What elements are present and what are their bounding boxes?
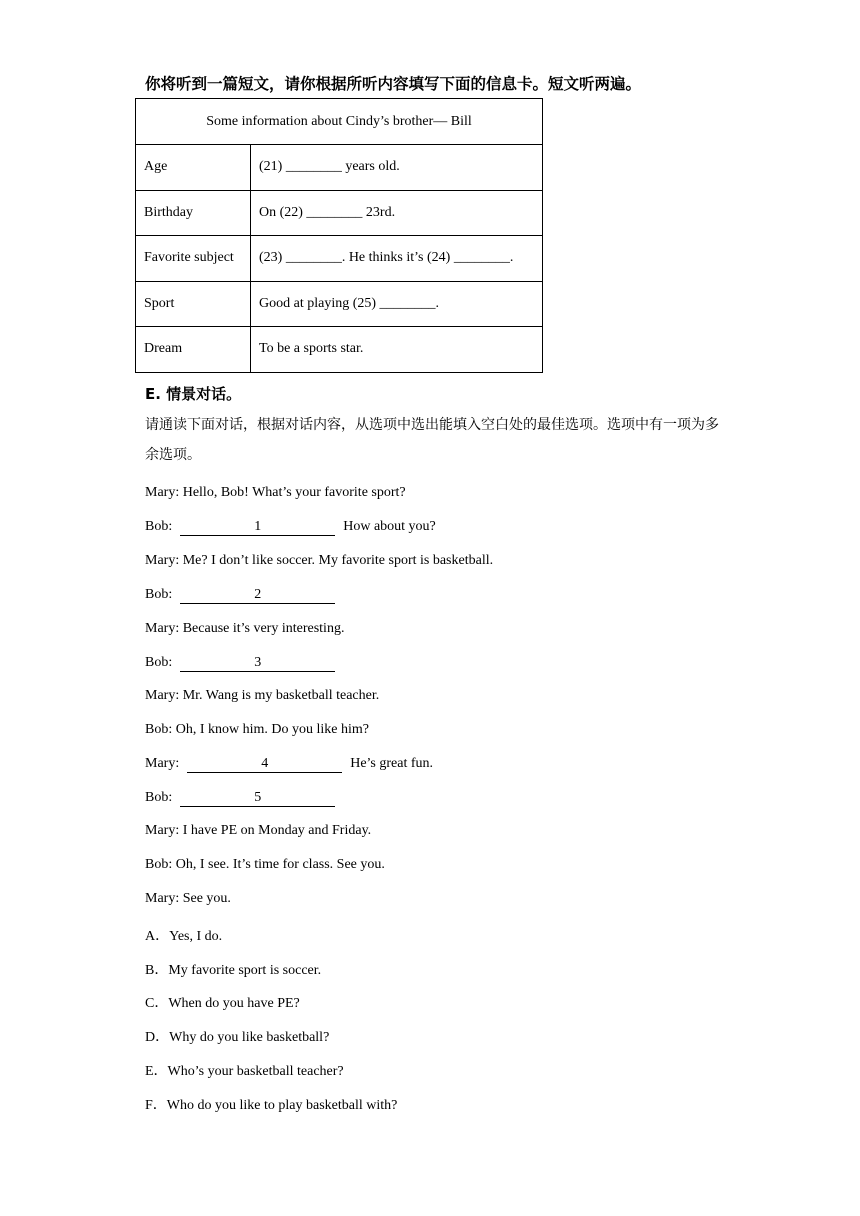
dialogue-tail: He’s great fun. <box>350 756 434 771</box>
speaker: Bob: <box>145 519 173 534</box>
dialogue-line-blank <box>145 790 335 807</box>
info-card-title: Some information about Cindy’s brother— Bill <box>136 99 543 145</box>
info-card-row <box>136 145 543 191</box>
speaker: Bob: <box>145 655 173 670</box>
option-e: E．Who’s your basketball teacher? <box>145 1064 344 1079</box>
dialogue-line: Mary: Hello, Bob! What’s your favorite sport? <box>145 485 406 500</box>
option-b: B．My favorite sport is soccer. <box>145 963 322 978</box>
row-label-age: Age <box>136 145 251 191</box>
row-value-dream: To be a sports star. <box>251 327 543 373</box>
info-card-row <box>136 190 543 236</box>
dialogue-line: Mary: Me? I don’t like soccer. My favorite sport is basketball. <box>145 553 494 568</box>
speaker: Mary: <box>145 756 180 771</box>
row-value-sport: Good at playing (25) ________. <box>251 281 543 327</box>
dialogue-line-blank <box>145 655 335 672</box>
dialogue-line: Mary: Because it’s very interesting. <box>145 621 345 636</box>
answer-blank[interactable]: 4 <box>187 756 342 773</box>
row-value-birthday: On (22) ________ 23rd. <box>251 190 543 236</box>
option-c: C．When do you have PE? <box>145 996 300 1011</box>
dialogue-tail: How about you? <box>343 519 436 534</box>
dialogue-line-blank <box>145 756 433 773</box>
row-label-sport: Sport <box>136 281 251 327</box>
row-label-favorite-subject: Favorite subject <box>136 236 251 282</box>
dialogue-line: Bob: Oh, I see. It’s time for class. See you. <box>145 857 385 872</box>
option-f: F．Who do you like to play basketball with? <box>145 1098 398 1113</box>
speaker: Bob: <box>145 790 173 805</box>
dialogue-line: Mary: I have PE on Monday and Friday. <box>145 823 372 838</box>
info-card-table <box>135 98 543 373</box>
answer-blank[interactable]: 5 <box>180 790 335 807</box>
speaker: Bob: <box>145 587 173 602</box>
info-card-row <box>136 281 543 327</box>
dialogue-line: Mary: Mr. Wang is my basketball teacher. <box>145 688 380 703</box>
listening-instruction: 你将听到一篇短文，请你根据所听内容填写下面的信息卡。短文听两遍。 <box>145 75 642 93</box>
row-value-age: (21) ________ years old. <box>251 145 543 191</box>
info-card-row <box>136 327 543 373</box>
answer-blank[interactable]: 3 <box>180 655 335 672</box>
info-card-title-row <box>136 99 543 145</box>
option-d: D．Why do you like basketball? <box>145 1030 330 1045</box>
dialogue-line-blank <box>145 587 335 604</box>
dialogue-line: Mary: See you. <box>145 891 231 906</box>
row-label-dream: Dream <box>136 327 251 373</box>
answer-blank[interactable]: 2 <box>180 587 335 604</box>
info-card-row <box>136 236 543 282</box>
section-e-heading: E. 情景对话。 <box>145 385 242 403</box>
row-label-birthday: Birthday <box>136 190 251 236</box>
answer-blank[interactable]: 1 <box>180 519 335 536</box>
row-value-favorite-subject: (23) ________. He thinks it’s (24) ________. <box>251 236 543 282</box>
section-e-directions: 请通读下面对话，根据对话内容，从选项中选出能填入空白处的最佳选项。选项中有一项为多余选项。 <box>145 417 719 463</box>
dialogue-line: Bob: Oh, I know him. Do you like him? <box>145 722 369 737</box>
option-a: A．Yes, I do. <box>145 929 223 944</box>
dialogue-line-blank <box>145 519 436 536</box>
